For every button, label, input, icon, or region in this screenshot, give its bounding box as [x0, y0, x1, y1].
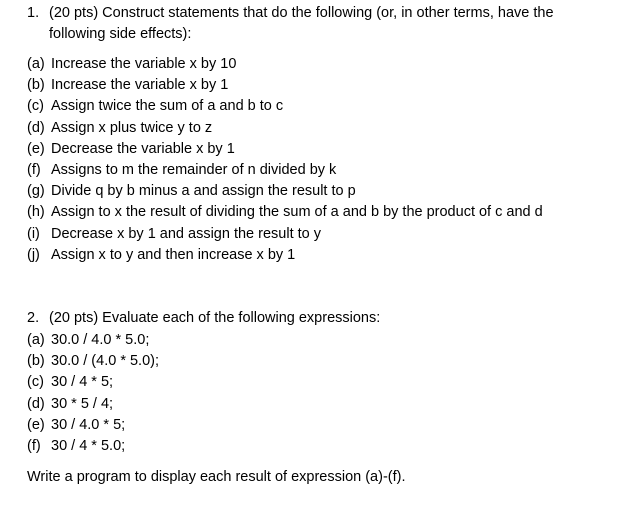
item-text: 30 * 5 / 4;	[51, 395, 114, 412]
item-text: 30 / 4 * 5;	[51, 374, 114, 391]
item-label: (b)	[27, 353, 45, 370]
item-text: 30 / 4.0 * 5;	[51, 416, 126, 433]
list-item	[27, 54, 543, 75]
item-label: (g)	[27, 183, 45, 200]
item-label: (f)	[27, 437, 41, 454]
list-item	[27, 330, 159, 351]
question-1-list	[27, 54, 543, 266]
list-item	[27, 372, 159, 393]
list-item	[27, 75, 543, 96]
item-text: Assign to x the result of dividing the sum of a and b by the product of c and d	[51, 204, 543, 221]
item-label: (d)	[27, 119, 45, 136]
question-1-number: 1.	[27, 5, 40, 21]
question-2-instruction: Write a program to display each result of expression (a)-(f).	[27, 469, 406, 485]
list-item	[27, 415, 159, 436]
item-text: Divide q by b minus a and assign the result to p	[51, 183, 356, 200]
item-label: (c)	[27, 98, 44, 115]
item-text: Assigns to m the remainder of n divided by k	[51, 161, 337, 178]
item-label: (a)	[27, 332, 45, 348]
list-item	[27, 181, 543, 202]
item-label: (e)	[27, 140, 45, 157]
list-item	[27, 202, 543, 223]
list-item	[27, 139, 543, 160]
item-text: Decrease x by 1 and assign the result to y	[51, 225, 322, 242]
item-label: (e)	[27, 416, 45, 433]
question-2-list	[27, 330, 159, 457]
item-label: (j)	[27, 246, 40, 263]
list-item	[27, 245, 543, 266]
item-text: Assign twice the sum of a and b to c	[51, 98, 284, 115]
item-label: (i)	[27, 225, 40, 242]
question-1-text: (20 pts) Construct statements that do the following (or, in other terms, have the following side effects):	[49, 5, 554, 42]
list-item	[27, 224, 543, 245]
item-label: (h)	[27, 204, 45, 221]
item-text: Assign x plus twice y to z	[51, 119, 213, 136]
item-text: 30.0 / (4.0 * 5.0);	[51, 353, 160, 370]
item-label: (d)	[27, 395, 45, 412]
list-item	[27, 160, 543, 181]
question-2-number: 2.	[27, 310, 40, 326]
list-item	[27, 118, 543, 139]
item-text: Decrease the variable x by 1	[51, 140, 235, 157]
item-text: Increase the variable x by 10	[51, 56, 237, 72]
list-item	[27, 436, 159, 457]
list-item	[27, 394, 159, 415]
list-item	[27, 351, 159, 372]
item-label: (a)	[27, 56, 45, 72]
item-text: 30 / 4 * 5.0;	[51, 437, 126, 454]
question-2-text: (20 pts) Evaluate each of the following expressions:	[49, 310, 381, 326]
item-text: 30.0 / 4.0 * 5.0;	[51, 332, 150, 348]
item-label: (b)	[27, 77, 45, 94]
list-item	[27, 96, 543, 117]
item-text: Assign x to y and then increase x by 1	[51, 246, 296, 263]
item-label: (c)	[27, 374, 44, 391]
question-2-heading	[27, 308, 609, 329]
item-label: (f)	[27, 161, 41, 178]
question-1-heading	[27, 3, 609, 45]
item-text: Increase the variable x by 1	[51, 77, 229, 94]
